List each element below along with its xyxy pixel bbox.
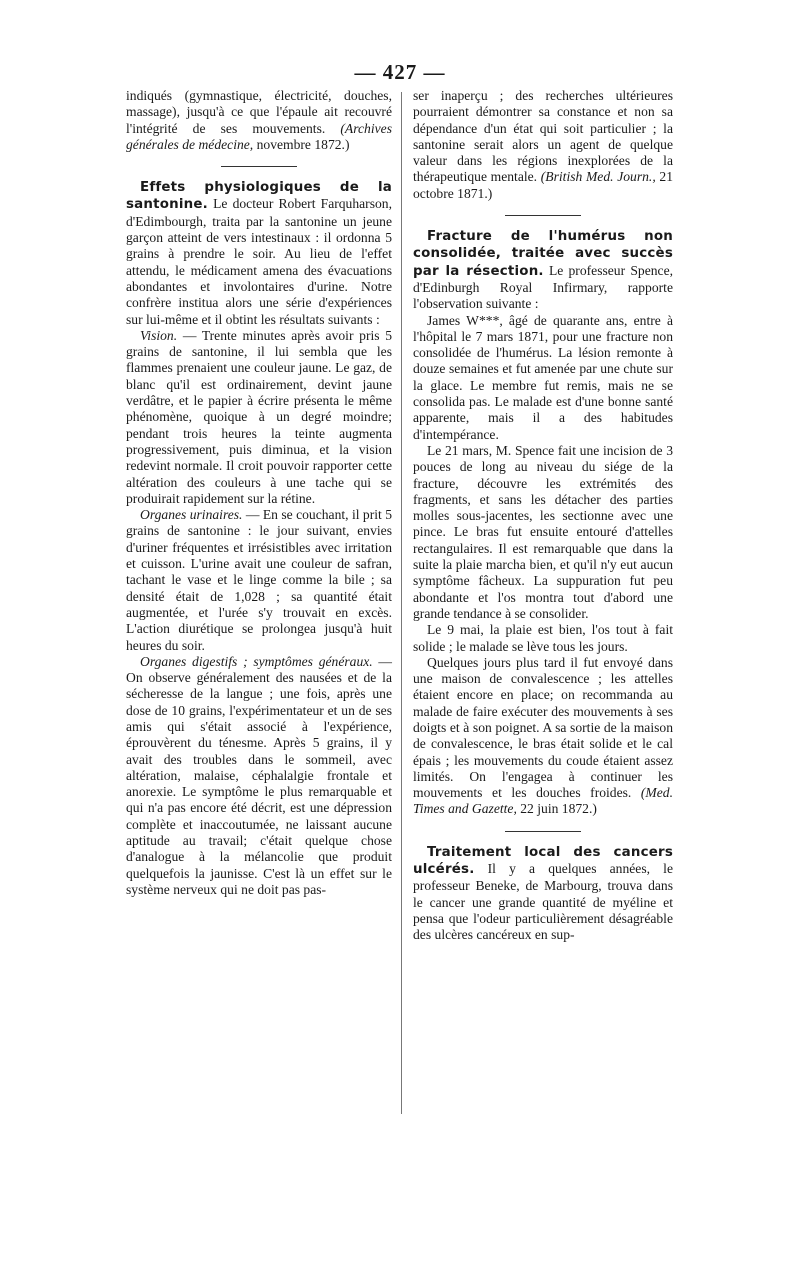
- source-date: 21 octobre 1871.): [413, 169, 673, 201]
- source-date: 22 juin 1872.): [520, 801, 597, 817]
- section-rule: [505, 215, 581, 216]
- subsection-label-urinaires: Organes urinaires.: [140, 507, 243, 523]
- paragraph-text: Le professeur Spence, d'Edinburgh Royal Infirmary, rapporte l'observation suivante :: [413, 262, 674, 312]
- source-date: novembre 1872.): [256, 136, 350, 152]
- paragraph-text: ser inaperçu ; des recherches ultérieures pourraient démontrer sa constance et non sa dépendance d'un état qui soit particulier ; la santonine serait alors un agent de quelque valeur dans les régions inexplorées de la thérapeutique mentale.: [413, 88, 673, 185]
- paragraph-digestifs: [126, 654, 392, 898]
- source-citation: (British Med. Journ.,: [540, 169, 656, 185]
- paragraph-fracture: [413, 228, 673, 312]
- section-title-santonine: Effets physiologiques de la santonine.: [126, 180, 392, 213]
- paragraph-epaule: [126, 88, 392, 153]
- paragraph-convalescence: [413, 655, 673, 818]
- paragraph-continuation: [413, 88, 673, 202]
- paragraph-text: — En se couchant, il prit 5 grains de santonine : le jour suivant, envies d'uriner fréquentes et irrésistibles avec irritation et cuisson. L'urine avait une couleur de safran, tachant le vase et le linge comme la bile ; sa densité était de 1,028 ; sa quantité était augmentée, et l'urée s'y trouvait en excès. L'action diurétique se prolongea jusqu'à huit heures du soir.: [126, 507, 392, 653]
- page-number: — 427 —: [354, 60, 446, 84]
- source-citation: (Med. Times and Gazette,: [413, 785, 673, 817]
- paragraph-21-mars: Le 21 mars, M. Spence fait une incision de 3 pouces de long au niveau du siége de la fracture, découvre les extrémités des fragments, et sans les détacher des parties molles sous-jacentes, les sectionne avec une pince. Le bras fut ensuite entouré d'attelles rectangulaires. Il est remarquable que dans la suite la plaie marcha bien, et qu'il n'y eut aucun symptôme fâcheux. La suppuration fut peu abondante et l'os montra tout d'abord une grande tendance à se consolider.: [413, 442, 673, 621]
- section-title-fracture: Fracture de l'humérus non consolidée, traitée avec succès par la résection.: [413, 229, 673, 279]
- paragraph-text: Il y a quelques années, le professeur Beneke, de Marbourg, trouva dans le cancer une grande quantité de myéline et pensa que l'odeur particulièrement désagréable des ulcères cancéreux en sup-: [413, 861, 673, 943]
- paragraph-text: — On observe généralement des nausées et de la sécheresse de la langue ; une fois, après une dose de 10 grains, l'expérimentateur et un de ses amis qui s'était associé à l'expérience, éprouvèrent du ténesme. Après 5 grains, il y avait des troubles dans le sommeil, avec altération, malaise, céphalalgie frontale et anorexie. Le symptôme le plus remarquable et qui n'a pas encore été décrit, est une dépression complète et inaccoutumée, ne laissant aucune aptitude au travail; c'était quelque chose d'analogue à la mélancolie que produit quelquefois la jaunisse. C'est là un effet sur le système nerveux qui ne doit pas pas-: [126, 653, 392, 897]
- paragraph-james: James W***, âgé de quarante ans, entre à l'hôpital le 7 mars 1871, pour une fracture non consolidée de l'humérus. La lésion remonte à douze semaines et fut amenée par une chute sur la glace. Le membre fut remis, mais ne se consolida pas. Le malade est d'une bonne santé apparente, mais il a des habitudes d'intempérance.: [413, 312, 673, 442]
- paragraph-text: — Trente minutes après avoir pris 5 grains de santonine, il lui sembla que les flammes prenaient une couleur jaune. Le gaz, de blanc qu'il est ordinairement, devint jaune verdâtre, et le papier à écrire présenta le même phénomène, quoique à un degré moindre; pendant trois heures la teinte augmenta progressivement, puis diminua, et la vision redevint normale. Il croit pouvoir rapporter cette altération des couleurs à une tache qui se produirait rapidement sur la rétine.: [126, 327, 392, 506]
- paragraph-urinaires: [126, 507, 392, 654]
- paragraph-vision: [126, 328, 392, 507]
- paragraph-9-mai: Le 9 mai, la plaie est bien, l'os tout à fait solide ; le malade se lève tous les jours.: [413, 622, 673, 654]
- subsection-label-vision: Vision.: [140, 327, 178, 343]
- section-rule: [221, 166, 297, 167]
- paragraph-cancers: [413, 844, 673, 944]
- section-rule: [505, 831, 581, 832]
- paragraph-text: indiqués (gymnastique, électricité, douches, massage), jusqu'à ce que l'épaule ait recouvré l'intégrité de ses mouvements.: [126, 88, 392, 136]
- source-citation: (Archives générales de médecine,: [126, 120, 392, 152]
- paragraph-text: Le docteur Robert Farquharson, d'Edimbourgh, traita par la santonine un jeune garçon atteint de vers intestinaux : il ordonna 5 grains à prendre le soir. Au lieu de l'effet attendu, le médicament amena des évacuations abondantes et involontaires d'urine. Notre confrère institua alors une série d'expériences sur lui-même et il obtint les résultats suivants :: [126, 196, 392, 327]
- column-divider: [401, 92, 402, 1114]
- subsection-label-digestifs: Organes digestifs ; symptômes généraux.: [140, 653, 373, 669]
- left-column: [126, 88, 392, 898]
- right-column: [413, 88, 673, 944]
- paragraph-text: Quelques jours plus tard il fut envoyé dans une maison de convalescence ; les attelles étaient encore en place; on recommanda au malade de faire exécuter des mouvements à ses doigts et à son poignet. A sa sortie de la maison de convalescence, le bras était solide et le cal épais ; les mouvements du coude étaient assez limités. On l'engagea à continuer les mouvements et les douches froides.: [413, 654, 673, 801]
- section-title-cancers: Traitement local des cancers ulcérés.: [413, 844, 673, 878]
- paragraph-santonine: [126, 179, 392, 328]
